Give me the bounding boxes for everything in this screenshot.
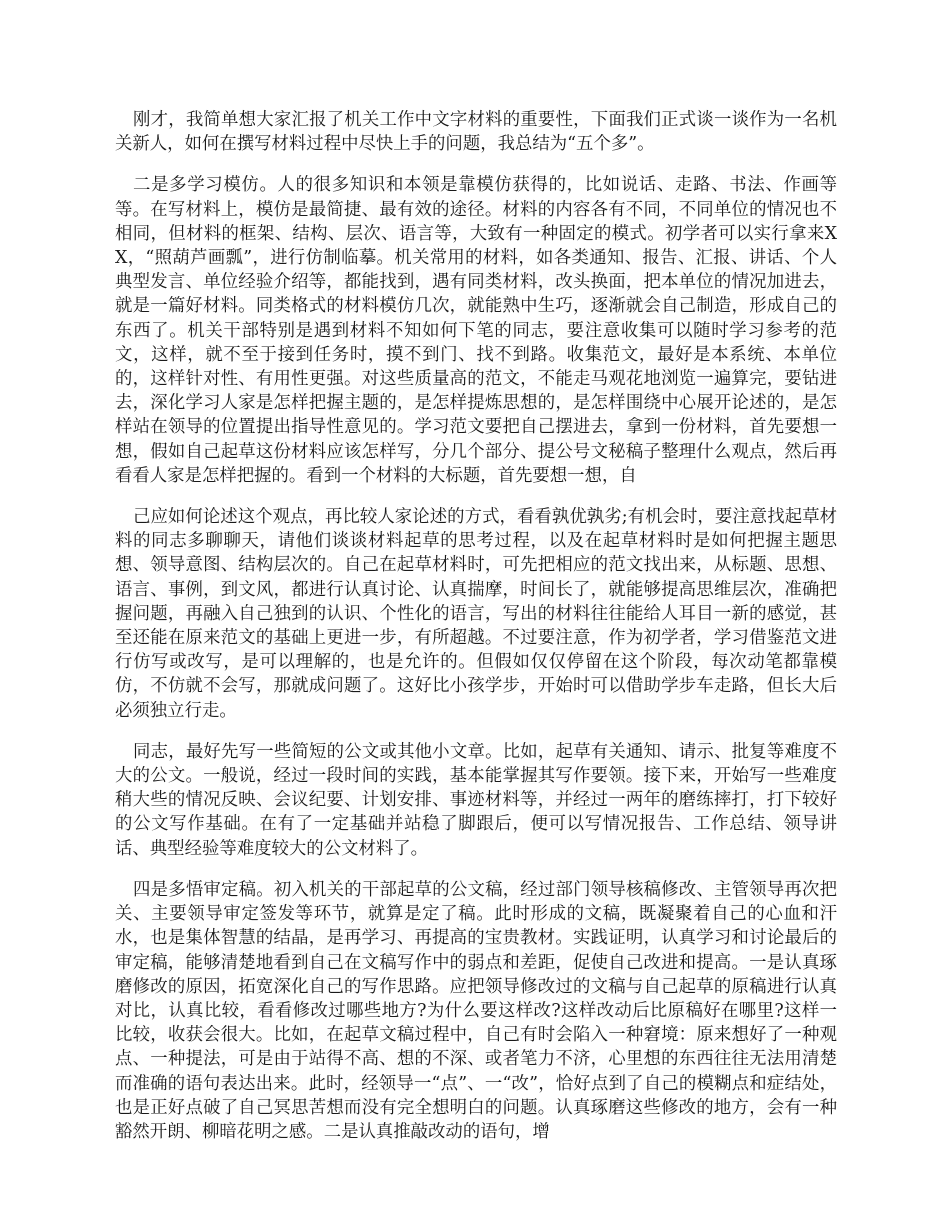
document-body — [115, 108, 837, 1161]
paragraph-intro: 刚才，我简单想大家汇报了机关工作中文字材料的重要性，下面我们正式谈一谈作为一名机关新人，如何在撰写材料过程中尽快上手的问题，我总结为“五个多”。 — [115, 110, 837, 155]
paragraph-imitation-continued: 己应如何论述这个观点，再比较人家论述的方式，看看孰优孰劣;有机会时，要注意找起草材料的同志多聊聊天，请他们谈谈材料起草的思考过程，以及在起草材料时是如何把握主题思想、领导意图、结构层次的。自己在起草材料时，可先把相应的范文找出来，从标题、思想、语言、事例，到文风，都进行认真讨论、认真揣摩，时间长了，就能够提高思维层次，准确把握问题，再融入自己独到的认识、个性化的语言，写出的材料往往能给人耳目一新的感觉，甚至还能在原来范文的基础上更进一步，有所超越。不过要注意，作为初学者，学习借鉴范文进行仿写或改写，是可以理解的，也是允许的。但假如仅仅停留在这个阶段，每次动笔都靠模仿，不仿就不会写，那就成问题了。这好比小孩学步，开始时可以借助学步车走路，但长大后必须独立行走。 — [115, 507, 837, 721]
paragraph-short-documents: 同志，最好先写一些简短的公文或其他小文章。比如，起草有关通知、请示、批复等难度不大的公文。一般说，经过一段时间的实践，基本能掌握其写作要领。接下来，开始写一些难度稍大些的情况反映、会议纪要、计划安排、事迹材料等，并经过一两年的磨练摔打，打下较好的公文写作基础。在有了一定基础并站稳了脚跟后，便可以写情况报告、工作总结、领导讲话、典型经验等难度较大的公文材料了。 — [115, 741, 837, 859]
paragraph-imitation: 二是多学习模仿。人的很多知识和本领是靠模仿获得的，比如说话、走路、书法、作画等等。在写材料上，模仿是最简捷、最有效的途径。材料的内容各有不同，不同单位的情况也不相同，但材料的框架、结构、层次、语言等，大致有一种固定的模式。初学者可以实行拿来XX，“照葫芦画瓢”，进行仿制临摹。机关常用的材料，如各类通知、报告、汇报、讲话、个人典型发言、单位经验介绍等，都能找到，遇有同类材料，改头换面，把本单位的情况加进去，就是一篇好材料。同类格式的材料模仿几次，就能熟中生巧，逐渐就会自己制造，形成自己的东西了。机关干部特别是遇到材料不知如何下笔的同志，要注意收集可以随时学习参考的范文，这样，就不至于接到任务时，摸不到门、找不到路。收集范文，最好是本系统、本单位的，这样针对性、有用性更强。对这些质量高的范文，不能走马观花地浏览一遍算完，要钻进去，深化学习人家是怎样把握主题的，是怎样提炼思想的，是怎样围绕中心展开论述的，是怎样站在领导的位置提出指导性意见的。学习范文要把自己摆进去，拿到一份材料，首先要想一想，假如自己起草这份材料应该怎样写，分几个部分、提公号文秘稿子整理什么观点，然后再看看人家是怎样把握的。看到一个材料的大标题，首先要想一想，自 — [115, 175, 837, 486]
paragraph-review-drafts: 四是多悟审定稿。初入机关的干部起草的公文稿，经过部门领导核稿修改、主管领导再次把关、主要领导审定签发等环节，就算是定了稿。此时形成的文稿，既凝聚着自己的心血和汗水，也是集体智慧的结晶，是再学习、再提高的宝贵教材。实践证明，认真学习和讨论最后的审定稿，能够清楚地看到自己在文稿写作中的弱点和差距，促使自己改进和提高。一是认真琢磨修改的原因，拓宽深化自己的写作思路。应把领导修改过的文稿与自己起草的原稿进行认真对比，认真比较，看看修改过哪些地方?为什么要这样改?这样改动后比原稿好在哪里?这样一比较，收获会很大。比如，在起草文稿过程中，自己有时会陷入一种窘境：原来想好了一种观点、一种提法，可是由于站得不高、想的不深、或者笔力不济，心里想的东西往往无法用清楚而准确的语句表达出来。此时，经领导一“点”、一“改”，恰好点到了自己的模糊点和症结处，也是正好点破了自己冥思苦想而没有完全想明白的问题。认真琢磨这些修改的地方，会有一种豁然开朗、柳暗花明之感。二是认真推敲改动的语句，增 — [115, 879, 837, 1142]
